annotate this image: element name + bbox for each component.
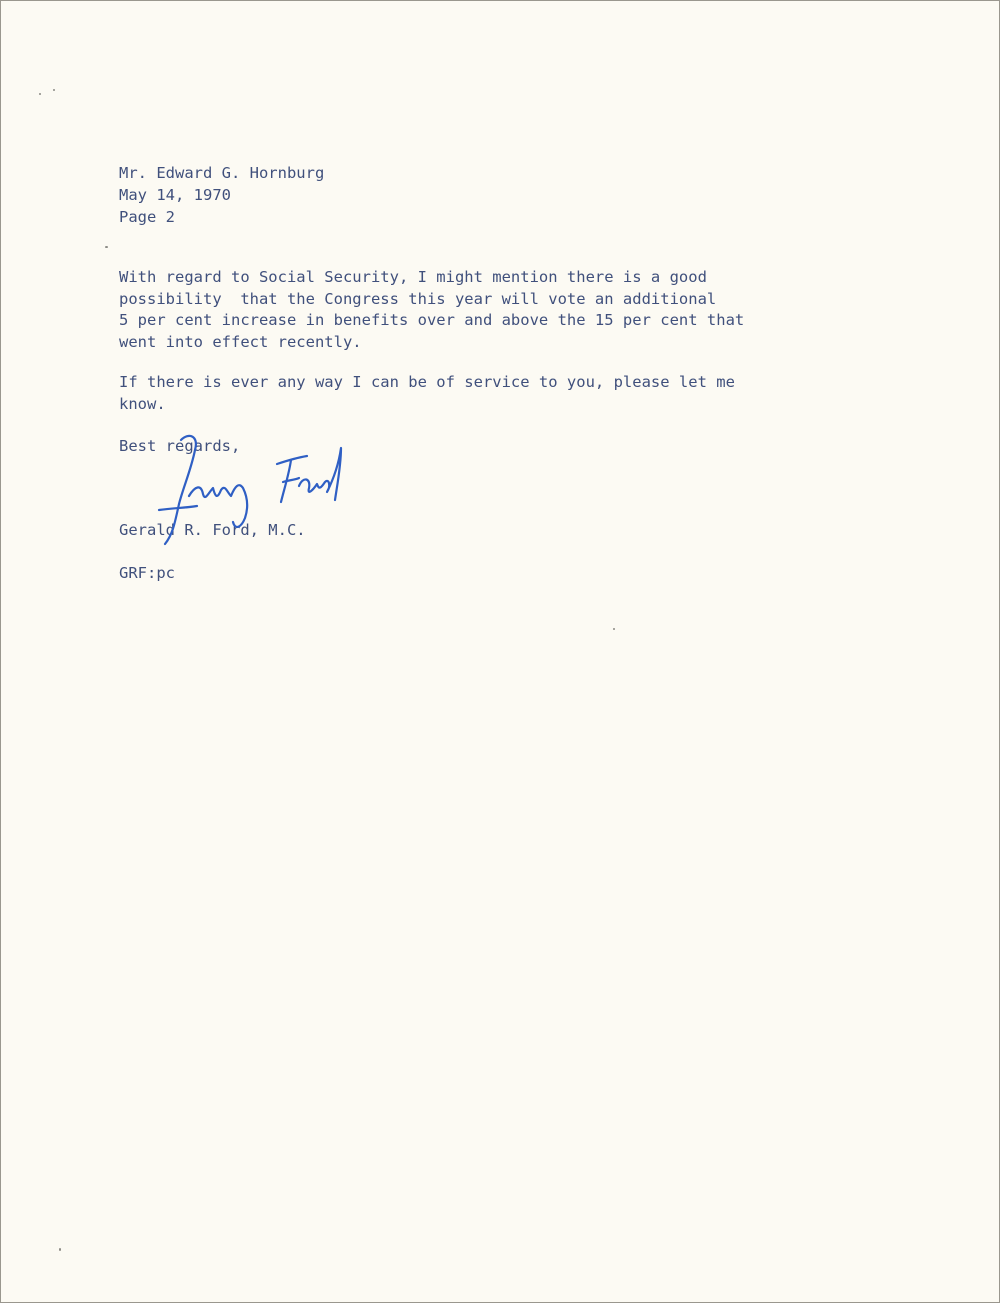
paper-speck — [39, 93, 41, 95]
reference-initials: GRF:pc — [119, 564, 175, 582]
handwritten-signature — [149, 426, 359, 566]
paper-speck — [105, 246, 108, 248]
page-number: Page 2 — [119, 208, 175, 226]
recipient-name: Mr. Edward G. Hornburg — [119, 164, 325, 182]
paper-speck — [53, 89, 55, 91]
letter-date: May 14, 1970 — [119, 186, 231, 204]
paper-speck — [613, 628, 615, 630]
signatory-name: Gerald R. Ford, M.C. — [119, 521, 306, 539]
closing-salutation: Best regards, — [119, 437, 241, 455]
paper-speck — [59, 1248, 61, 1251]
body-paragraph-social-security: With regard to Social Security, I might mention there is a good possibility that the Congress this year will vote an additional 5 per cent increase in benefits over and above the 15 per cent that went into effect recently. — [119, 268, 745, 351]
body-paragraph-service: If there is ever any way I can be of service to you, please let me know. — [119, 373, 735, 413]
